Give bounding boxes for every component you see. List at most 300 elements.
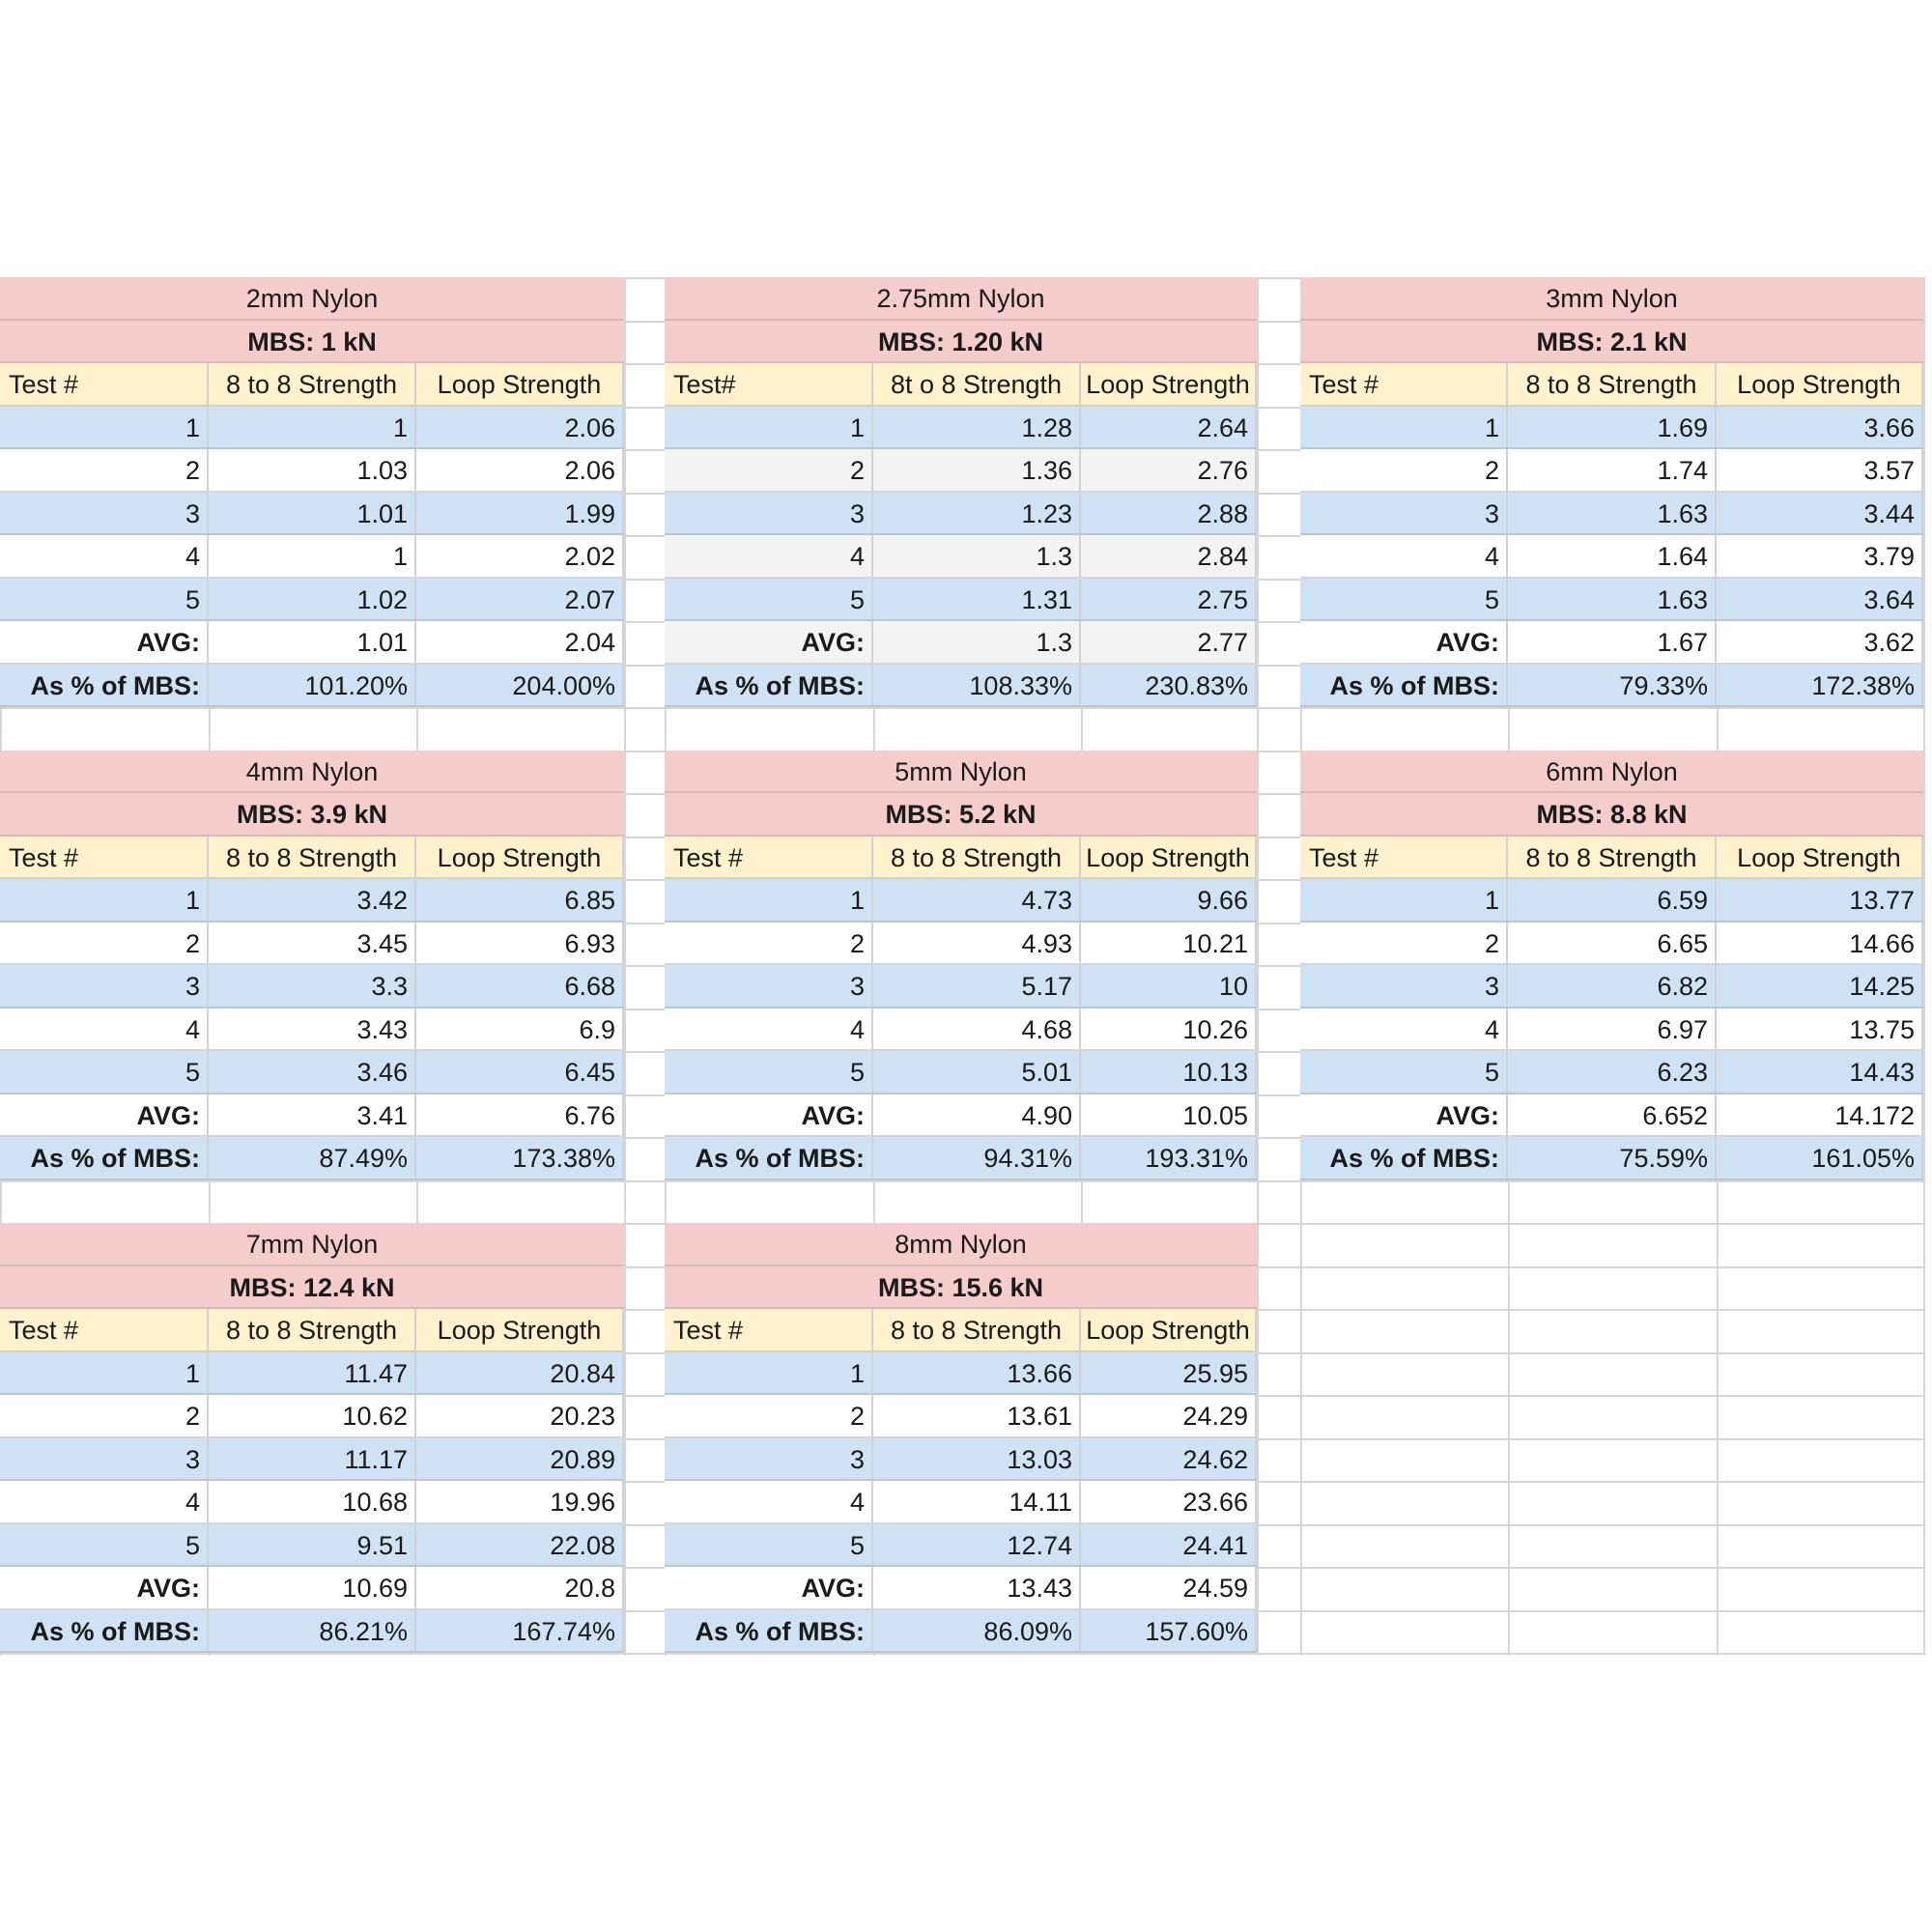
pct-loop-strength[interactable]: 230.83%: [1081, 665, 1257, 706]
table-mbs-row: [1300, 321, 1923, 364]
cell-test-number[interactable]: 5: [665, 579, 873, 620]
table-row: [1300, 1051, 1923, 1094]
cell-8-to-8-strength[interactable]: 1.02: [209, 579, 416, 620]
table-mbs[interactable]: MBS: 3.9 kN: [236, 800, 388, 829]
cell-8-to-8-strength[interactable]: 1.36: [873, 449, 1081, 491]
nylon-table-2: [1300, 277, 1923, 707]
header-loop-strength[interactable]: Loop Strength: [1717, 837, 1923, 878]
table-title-row: [0, 751, 624, 794]
header-loop-strength[interactable]: Loop Strength: [416, 363, 624, 405]
header-8-to-8-strength[interactable]: 8t o 8 Strength: [873, 363, 1081, 405]
cell-loop-strength[interactable]: 13.75: [1717, 1009, 1923, 1050]
table-avg-row: [0, 621, 624, 665]
cell-8-to-8-strength[interactable]: 1.28: [873, 407, 1081, 448]
table-header-row: [0, 837, 624, 880]
pct-label[interactable]: As % of MBS:: [665, 1610, 873, 1652]
table-row: [0, 1395, 624, 1438]
table-mbs[interactable]: MBS: 12.4 kN: [229, 1272, 395, 1302]
table-avg-row: [0, 1094, 624, 1138]
table-row: [0, 965, 624, 1009]
header-test-number[interactable]: Test#: [665, 363, 873, 405]
table-row: [665, 1395, 1257, 1438]
cell-8-to-8-strength[interactable]: 1.3: [873, 535, 1081, 577]
cell-loop-strength[interactable]: 2.84: [1081, 535, 1257, 577]
cell-test-number[interactable]: 3: [665, 493, 873, 534]
table-title[interactable]: 7mm Nylon: [245, 1230, 379, 1259]
table-row: [665, 1481, 1257, 1524]
table-title-row: [0, 1223, 624, 1266]
table-avg-row: [1300, 1094, 1923, 1138]
cell-test-number[interactable]: 1: [665, 879, 873, 921]
pct-label[interactable]: As % of MBS:: [665, 665, 873, 706]
table-row: [0, 1051, 624, 1094]
table-row: [665, 535, 1257, 579]
table-row: [665, 965, 1257, 1009]
cell-loop-strength[interactable]: 24.29: [1081, 1395, 1257, 1436]
table-mbs[interactable]: MBS: 5.2 kN: [885, 800, 1037, 829]
pct-8-to-8-strength[interactable]: 86.21%: [209, 1610, 416, 1652]
table-mbs-row: [1300, 793, 1923, 837]
avg-label[interactable]: AVG:: [665, 621, 873, 663]
header-test-number[interactable]: Test #: [1300, 837, 1508, 878]
table-row: [665, 923, 1257, 966]
nylon-table-1: [665, 277, 1257, 707]
cell-test-number[interactable]: 3: [665, 1438, 873, 1480]
header-test-number[interactable]: Test #: [0, 837, 209, 878]
header-8-to-8-strength[interactable]: 8 to 8 Strength: [873, 1309, 1081, 1350]
table-row: [665, 579, 1257, 622]
cell-test-number[interactable]: 3: [665, 965, 873, 1007]
cell-8-to-8-strength[interactable]: 1.03: [209, 449, 416, 491]
cell-test-number[interactable]: 1: [0, 407, 209, 448]
table-title-row: [665, 751, 1257, 794]
cell-loop-strength[interactable]: 10.26: [1081, 1009, 1257, 1050]
cell-test-number[interactable]: 5: [0, 1051, 209, 1093]
pct-8-to-8-strength[interactable]: 108.33%: [873, 665, 1081, 706]
cell-test-number[interactable]: 3: [0, 493, 209, 534]
nylon-table-4: [665, 751, 1257, 1180]
nylon-table-6: [0, 1223, 624, 1653]
cell-test-number[interactable]: 2: [665, 923, 873, 964]
cell-8-to-8-strength[interactable]: 4.93: [873, 923, 1081, 964]
avg-loop-strength[interactable]: 14.172: [1717, 1094, 1923, 1136]
cell-8-to-8-strength[interactable]: 1.01: [209, 493, 416, 534]
table-row: [1300, 1009, 1923, 1052]
table-row: [1300, 535, 1923, 579]
nylon-table-3: [0, 751, 624, 1180]
table-mbs[interactable]: MBS: 1 kN: [247, 327, 377, 356]
header-8-to-8-strength[interactable]: 8 to 8 Strength: [209, 1309, 416, 1350]
cell-loop-strength[interactable]: 6.93: [416, 923, 624, 964]
table-mbs-row: [665, 1266, 1257, 1310]
pct-8-to-8-strength[interactable]: 86.09%: [873, 1610, 1081, 1652]
cell-test-number[interactable]: 1: [665, 1352, 873, 1394]
table-row: [0, 879, 624, 923]
table-row: [665, 493, 1257, 536]
cell-8-to-8-strength[interactable]: 5.17: [873, 965, 1081, 1007]
table-avg-row: [1300, 621, 1923, 665]
cell-loop-strength[interactable]: 3.66: [1717, 407, 1923, 448]
cell-loop-strength[interactable]: 6.85: [416, 879, 624, 921]
cell-8-to-8-strength[interactable]: 6.82: [1508, 965, 1717, 1007]
header-test-number[interactable]: Test #: [1300, 363, 1508, 405]
cell-8-to-8-strength[interactable]: 4.68: [873, 1009, 1081, 1050]
cell-8-to-8-strength[interactable]: 1.69: [1508, 407, 1717, 448]
table-header-row: [665, 363, 1257, 407]
cell-test-number[interactable]: 4: [0, 1481, 209, 1522]
table-pct-row: [1300, 665, 1923, 708]
avg-label[interactable]: AVG:: [1300, 1094, 1508, 1136]
table-title[interactable]: 6mm Nylon: [1546, 756, 1678, 786]
cell-8-to-8-strength[interactable]: 1.64: [1508, 535, 1717, 577]
cell-8-to-8-strength[interactable]: 13.66: [873, 1352, 1081, 1394]
cell-loop-strength[interactable]: 14.25: [1717, 965, 1923, 1007]
cell-8-to-8-strength[interactable]: 6.65: [1508, 923, 1717, 964]
avg-8-to-8-strength[interactable]: 4.90: [873, 1094, 1081, 1136]
cell-loop-strength[interactable]: 3.64: [1717, 579, 1923, 620]
table-row: [665, 407, 1257, 450]
cell-loop-strength[interactable]: 3.57: [1717, 449, 1923, 491]
cell-loop-strength[interactable]: 2.07: [416, 579, 624, 620]
table-title[interactable]: 4mm Nylon: [245, 756, 379, 786]
cell-8-to-8-strength[interactable]: 1.63: [1508, 493, 1717, 534]
cell-loop-strength[interactable]: 10.21: [1081, 923, 1257, 964]
avg-label[interactable]: AVG:: [1300, 621, 1508, 663]
table-mbs[interactable]: MBS: 8.8 kN: [1536, 800, 1688, 829]
table-row: [0, 535, 624, 579]
header-loop-strength[interactable]: Loop Strength: [416, 837, 624, 878]
table-header-row: [665, 837, 1257, 880]
table-avg-row: [665, 1094, 1257, 1138]
header-8-to-8-strength[interactable]: 8 to 8 Strength: [209, 363, 416, 405]
pct-loop-strength[interactable]: 161.05%: [1717, 1137, 1923, 1179]
cell-test-number[interactable]: 2: [1300, 449, 1508, 491]
header-test-number[interactable]: Test #: [665, 837, 873, 878]
cell-8-to-8-strength[interactable]: 13.03: [873, 1438, 1081, 1480]
table-avg-row: [665, 1567, 1257, 1610]
cell-loop-strength[interactable]: 1.99: [416, 493, 624, 534]
cell-8-to-8-strength[interactable]: 5.01: [873, 1051, 1081, 1093]
table-avg-row: [0, 1567, 624, 1610]
table-mbs-row: [665, 321, 1257, 364]
table-row: [0, 1352, 624, 1396]
table-title[interactable]: 5mm Nylon: [895, 756, 1027, 786]
table-mbs-row: [0, 793, 624, 837]
table-title-row: [1300, 751, 1923, 794]
table-row: [665, 1438, 1257, 1482]
table-pct-row: [0, 1610, 624, 1654]
table-header-row: [0, 363, 624, 407]
cell-8-to-8-strength[interactable]: 1.74: [1508, 449, 1717, 491]
avg-8-to-8-strength[interactable]: 6.652: [1508, 1094, 1717, 1136]
cell-8-to-8-strength[interactable]: 10.68: [209, 1481, 416, 1522]
avg-8-to-8-strength[interactable]: 1.3: [873, 621, 1081, 663]
table-title-row: [1300, 277, 1923, 321]
cell-loop-strength[interactable]: 3.44: [1717, 493, 1923, 534]
table-title[interactable]: 3mm Nylon: [1546, 284, 1678, 313]
table-pct-row: [0, 665, 624, 708]
table-row: [665, 449, 1257, 493]
cell-test-number[interactable]: 4: [0, 535, 209, 577]
header-8-to-8-strength[interactable]: 8 to 8 Strength: [1508, 363, 1717, 405]
table-header-row: [1300, 837, 1923, 880]
table-title-row: [665, 277, 1257, 321]
cell-loop-strength[interactable]: 24.41: [1081, 1524, 1257, 1566]
table-row: [1300, 879, 1923, 923]
table-header-row: [1300, 363, 1923, 407]
table-row: [0, 923, 624, 966]
pct-label[interactable]: As % of MBS:: [0, 665, 209, 706]
cell-loop-strength[interactable]: 13.77: [1717, 879, 1923, 921]
table-title[interactable]: 2.75mm Nylon: [876, 284, 1045, 313]
avg-label[interactable]: AVG:: [665, 1567, 873, 1608]
table-row: [1300, 493, 1923, 536]
header-test-number[interactable]: Test #: [0, 363, 209, 405]
cell-test-number[interactable]: 2: [1300, 923, 1508, 964]
cell-loop-strength[interactable]: 20.84: [416, 1352, 624, 1394]
cell-8-to-8-strength[interactable]: 11.47: [209, 1352, 416, 1394]
cell-test-number[interactable]: 2: [0, 923, 209, 964]
header-8-to-8-strength[interactable]: 8 to 8 Strength: [1508, 837, 1717, 878]
table-pct-row: [1300, 1137, 1923, 1180]
cell-8-to-8-strength[interactable]: 3.3: [209, 965, 416, 1007]
table-row: [0, 1009, 624, 1052]
cell-loop-strength[interactable]: 2.88: [1081, 493, 1257, 534]
avg-loop-strength[interactable]: 2.04: [416, 621, 624, 663]
avg-loop-strength[interactable]: 3.62: [1717, 621, 1923, 663]
avg-loop-strength[interactable]: 10.05: [1081, 1094, 1257, 1136]
cell-test-number[interactable]: 1: [0, 879, 209, 921]
cell-8-to-8-strength[interactable]: 1.31: [873, 579, 1081, 620]
cell-test-number[interactable]: 5: [1300, 1051, 1508, 1093]
cell-loop-strength[interactable]: 2.75: [1081, 579, 1257, 620]
table-mbs-row: [665, 793, 1257, 837]
pct-label[interactable]: As % of MBS:: [0, 1610, 209, 1652]
cell-test-number[interactable]: 3: [0, 1438, 209, 1480]
avg-label[interactable]: AVG:: [0, 621, 209, 663]
cell-8-to-8-strength[interactable]: 3.45: [209, 923, 416, 964]
cell-test-number[interactable]: 4: [0, 1009, 209, 1050]
cell-8-to-8-strength[interactable]: 6.97: [1508, 1009, 1717, 1050]
cell-test-number[interactable]: 5: [665, 1524, 873, 1566]
cell-8-to-8-strength[interactable]: 1.23: [873, 493, 1081, 534]
table-pct-row: [0, 1137, 624, 1180]
cell-8-to-8-strength[interactable]: 12.74: [873, 1524, 1081, 1566]
gridline: [0, 1180, 1925, 1182]
table-mbs[interactable]: MBS: 15.6 kN: [877, 1272, 1044, 1302]
table-title-row: [0, 277, 624, 321]
table-row: [1300, 407, 1923, 450]
cell-test-number[interactable]: 1: [0, 1352, 209, 1394]
pct-loop-strength[interactable]: 167.74%: [416, 1610, 624, 1652]
cell-test-number[interactable]: 2: [665, 1395, 873, 1436]
table-mbs[interactable]: MBS: 1.20 kN: [877, 327, 1044, 356]
cell-8-to-8-strength[interactable]: 13.61: [873, 1395, 1081, 1436]
table-pct-row: [665, 665, 1257, 708]
header-loop-strength[interactable]: Loop Strength: [416, 1309, 624, 1350]
avg-loop-strength[interactable]: 2.77: [1081, 621, 1257, 663]
cell-loop-strength[interactable]: 24.62: [1081, 1438, 1257, 1480]
table-header-row: [0, 1309, 624, 1352]
header-loop-strength[interactable]: Loop Strength: [1717, 363, 1923, 405]
cell-test-number[interactable]: 5: [1300, 579, 1508, 620]
cell-8-to-8-strength[interactable]: 3.42: [209, 879, 416, 921]
avg-loop-strength[interactable]: 20.8: [416, 1567, 624, 1608]
avg-8-to-8-strength[interactable]: 13.43: [873, 1567, 1081, 1608]
table-row: [0, 1438, 624, 1482]
cell-8-to-8-strength[interactable]: 3.43: [209, 1009, 416, 1050]
table-row: [0, 493, 624, 536]
table-title-row: [665, 1223, 1257, 1266]
cell-loop-strength[interactable]: 25.95: [1081, 1352, 1257, 1394]
cell-loop-strength[interactable]: 14.66: [1717, 923, 1923, 964]
table-row: [665, 1524, 1257, 1568]
cell-loop-strength[interactable]: 2.06: [416, 407, 624, 448]
table-row: [0, 449, 624, 493]
header-loop-strength[interactable]: Loop Strength: [1081, 837, 1257, 878]
table-mbs-row: [0, 321, 624, 364]
cell-test-number[interactable]: 2: [0, 1395, 209, 1436]
header-test-number[interactable]: Test #: [0, 1309, 209, 1350]
cell-8-to-8-strength[interactable]: 11.17: [209, 1438, 416, 1480]
cell-test-number[interactable]: 2: [0, 449, 209, 491]
cell-8-to-8-strength[interactable]: 1: [209, 407, 416, 448]
cell-loop-strength[interactable]: 9.66: [1081, 879, 1257, 921]
cell-8-to-8-strength[interactable]: 4.73: [873, 879, 1081, 921]
cell-8-to-8-strength[interactable]: 3.46: [209, 1051, 416, 1093]
header-8-to-8-strength[interactable]: 8 to 8 Strength: [873, 837, 1081, 878]
table-row: [665, 1352, 1257, 1396]
avg-label[interactable]: AVG:: [0, 1567, 209, 1608]
header-8-to-8-strength[interactable]: 8 to 8 Strength: [209, 837, 416, 878]
cell-test-number[interactable]: 2: [665, 449, 873, 491]
table-pct-row: [665, 1137, 1257, 1180]
pct-8-to-8-strength[interactable]: 75.59%: [1508, 1137, 1717, 1179]
header-loop-strength[interactable]: Loop Strength: [1081, 1309, 1257, 1350]
cell-test-number[interactable]: 1: [1300, 879, 1508, 921]
cell-loop-strength[interactable]: 2.64: [1081, 407, 1257, 448]
table-row: [0, 1524, 624, 1568]
pct-label[interactable]: As % of MBS:: [1300, 665, 1508, 706]
nylon-table-7: [665, 1223, 1257, 1653]
cell-loop-strength[interactable]: 2.76: [1081, 449, 1257, 491]
pct-8-to-8-strength[interactable]: 87.49%: [209, 1137, 416, 1179]
cell-loop-strength[interactable]: 6.45: [416, 1051, 624, 1093]
table-title[interactable]: 2mm Nylon: [245, 284, 379, 313]
cell-loop-strength[interactable]: 3.79: [1717, 535, 1923, 577]
cell-8-to-8-strength[interactable]: 1.63: [1508, 579, 1717, 620]
table-title[interactable]: 8mm Nylon: [895, 1230, 1027, 1259]
avg-8-to-8-strength[interactable]: 1.01: [209, 621, 416, 663]
cell-loop-strength[interactable]: 14.43: [1717, 1051, 1923, 1093]
cell-loop-strength[interactable]: 22.08: [416, 1524, 624, 1566]
avg-8-to-8-strength[interactable]: 10.69: [209, 1567, 416, 1608]
pct-label[interactable]: As % of MBS:: [0, 1137, 209, 1179]
avg-8-to-8-strength[interactable]: 3.41: [209, 1094, 416, 1136]
avg-label[interactable]: AVG:: [0, 1094, 209, 1136]
pct-label[interactable]: As % of MBS:: [1300, 1137, 1508, 1179]
table-row: [665, 879, 1257, 923]
spreadsheet-grid[interactable]: [0, 277, 1932, 1656]
table-mbs-row: [0, 1266, 624, 1310]
pct-loop-strength[interactable]: 157.60%: [1081, 1610, 1257, 1652]
cell-test-number[interactable]: 3: [0, 965, 209, 1007]
avg-loop-strength[interactable]: 24.59: [1081, 1567, 1257, 1608]
gridline: [0, 707, 1925, 709]
pct-loop-strength[interactable]: 204.00%: [416, 665, 624, 706]
cell-8-to-8-strength[interactable]: 14.11: [873, 1481, 1081, 1522]
cell-8-to-8-strength[interactable]: 6.59: [1508, 879, 1717, 921]
cell-test-number[interactable]: 3: [1300, 965, 1508, 1007]
table-row: [1300, 579, 1923, 622]
cell-test-number[interactable]: 1: [665, 407, 873, 448]
table-header-row: [665, 1309, 1257, 1352]
cell-test-number[interactable]: 5: [665, 1051, 873, 1093]
cell-loop-strength[interactable]: 20.23: [416, 1395, 624, 1436]
cell-8-to-8-strength[interactable]: 9.51: [209, 1524, 416, 1566]
pct-8-to-8-strength[interactable]: 79.33%: [1508, 665, 1717, 706]
table-row: [1300, 965, 1923, 1009]
cell-test-number[interactable]: 1: [1300, 407, 1508, 448]
table-avg-row: [665, 621, 1257, 665]
table-row: [0, 579, 624, 622]
cell-8-to-8-strength[interactable]: 10.62: [209, 1395, 416, 1436]
cell-test-number[interactable]: 5: [0, 1524, 209, 1566]
table-row: [665, 1051, 1257, 1094]
avg-8-to-8-strength[interactable]: 1.67: [1508, 621, 1717, 663]
table-mbs[interactable]: MBS: 2.1 kN: [1536, 327, 1688, 356]
cell-loop-strength[interactable]: 10.13: [1081, 1051, 1257, 1093]
cell-test-number[interactable]: 4: [665, 1009, 873, 1050]
table-row: [0, 1481, 624, 1524]
table-row: [1300, 923, 1923, 966]
avg-label[interactable]: AVG:: [665, 1094, 873, 1136]
pct-8-to-8-strength[interactable]: 101.20%: [209, 665, 416, 706]
table-pct-row: [665, 1610, 1257, 1654]
cell-loop-strength[interactable]: 6.68: [416, 965, 624, 1007]
nylon-table-0: [0, 277, 624, 707]
table-row: [0, 407, 624, 450]
cell-loop-strength[interactable]: 20.89: [416, 1438, 624, 1480]
gridline: [0, 1653, 1925, 1655]
pct-loop-strength[interactable]: 193.31%: [1081, 1137, 1257, 1179]
header-test-number[interactable]: Test #: [665, 1309, 873, 1350]
table-row: [665, 1009, 1257, 1052]
table-row: [1300, 449, 1923, 493]
cell-8-to-8-strength[interactable]: 1: [209, 535, 416, 577]
cell-test-number[interactable]: 4: [665, 1481, 873, 1522]
cell-test-number[interactable]: 4: [1300, 1009, 1508, 1050]
cell-8-to-8-strength[interactable]: 6.23: [1508, 1051, 1717, 1093]
cell-test-number[interactable]: 3: [1300, 493, 1508, 534]
cell-loop-strength[interactable]: 6.9: [416, 1009, 624, 1050]
cell-loop-strength[interactable]: 19.96: [416, 1481, 624, 1522]
cell-test-number[interactable]: 4: [1300, 535, 1508, 577]
cell-loop-strength[interactable]: 2.06: [416, 449, 624, 491]
nylon-table-5: [1300, 751, 1923, 1180]
cell-test-number[interactable]: 4: [665, 535, 873, 577]
avg-loop-strength[interactable]: 6.76: [416, 1094, 624, 1136]
pct-label[interactable]: As % of MBS:: [665, 1137, 873, 1179]
pct-loop-strength[interactable]: 172.38%: [1717, 665, 1923, 706]
header-loop-strength[interactable]: Loop Strength: [1081, 363, 1257, 405]
cell-test-number[interactable]: 5: [0, 579, 209, 620]
cell-loop-strength[interactable]: 2.02: [416, 535, 624, 577]
pct-8-to-8-strength[interactable]: 94.31%: [873, 1137, 1081, 1179]
cell-loop-strength[interactable]: 23.66: [1081, 1481, 1257, 1522]
cell-loop-strength[interactable]: 10: [1081, 965, 1257, 1007]
pct-loop-strength[interactable]: 173.38%: [416, 1137, 624, 1179]
